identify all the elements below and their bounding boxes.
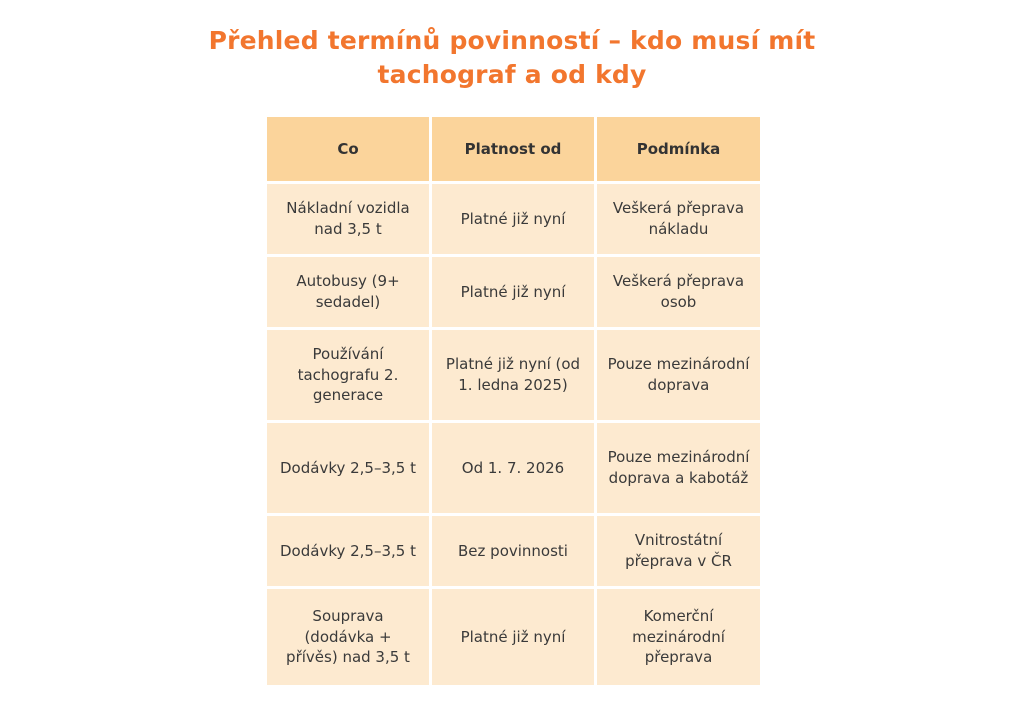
cell-co: Dodávky 2,5–3,5 t [267,423,429,513]
table-body [267,184,760,685]
table-row [267,330,760,420]
table-row [267,423,760,513]
page-title-line-2: tachograf a od kdy [377,59,647,89]
cell-podminka: Pouze mezinárodní doprava [597,330,760,420]
cell-co: Nákladní vozidla nad 3,5 t [267,184,429,254]
cell-podminka: Veškerá přeprava nákladu [597,184,760,254]
cell-co: Souprava (dodávka + přívěs) nad 3,5 t [267,589,429,685]
cell-podminka: Komerční mezinárodní přeprava [597,589,760,685]
table-row [267,257,760,327]
cell-podminka: Vnitrostátní přeprava v ČR [597,516,760,586]
cell-co: Dodávky 2,5–3,5 t [267,516,429,586]
column-header-platnost-od: Platnost od [432,117,594,181]
cell-podminka: Pouze mezinárodní doprava a kabotáž [597,423,760,513]
page-title [0,0,1024,92]
cell-platnost-od: Od 1. 7. 2026 [432,423,594,513]
table-row [267,516,760,586]
cell-podminka: Veškerá přeprava osob [597,257,760,327]
cell-platnost-od: Bez povinnosti [432,516,594,586]
cell-co: Používání tachografu 2. generace [267,330,429,420]
table-row [267,589,760,685]
table-row [267,184,760,254]
cell-platnost-od: Platné již nyní [432,184,594,254]
column-header-co: Co [267,117,429,181]
column-header-podminka: Podmínka [597,117,760,181]
cell-platnost-od: Platné již nyní [432,257,594,327]
obligations-table [264,114,763,688]
table-header-row [267,117,760,181]
cell-platnost-od: Platné již nyní (od 1. ledna 2025) [432,330,594,420]
cell-co: Autobusy (9+ sedadel) [267,257,429,327]
cell-platnost-od: Platné již nyní [432,589,594,685]
obligations-table-container [264,114,760,688]
page-title-line-1: Přehled termínů povinností – kdo musí mít [208,26,816,55]
table-header [267,117,760,181]
